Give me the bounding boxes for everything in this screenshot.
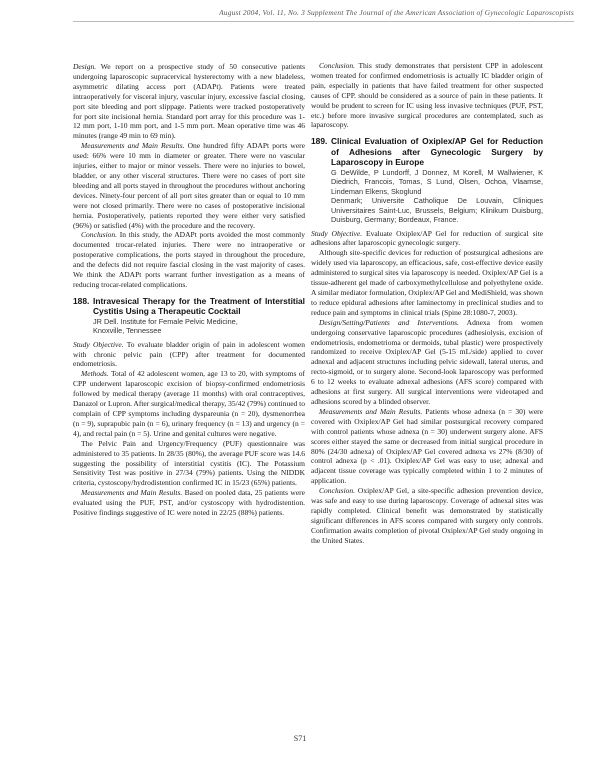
paragraph-text: This study demonstrates that persistent CPP in adolescent women treated for confirmed endometriosis is actually IC bladder origin of pain, especially in patients that have failed treatment for other suspected causes of CPP. should be considered as a source of pain in these patients. It would be prudent to screen for IC using less invasive techniques (PUF, PST, etc.) before more invasive surgical procedures are contemplated, such as laparoscopy. (311, 61, 543, 130)
body-paragraph (311, 318, 543, 407)
abstract-title-row (73, 296, 305, 317)
body-paragraph (73, 141, 305, 230)
body-paragraph (73, 230, 305, 289)
abstract-authors: JR Dell. Institute for Female Pelvic Medicine, (93, 316, 238, 326)
paragraph-text: Based on pooled data, 25 patients were evaluated using the PUF, PST, and/or cystoscopy with hydrodistention. Positive findings suggestive of IC were noted in 22/25 (88%) patients. (73, 488, 305, 518)
section-label: Conclusion. (81, 230, 118, 240)
paragraph-text: Total of 42 adolescent women, age 13 to 20, with symptoms of CPP underwent laparoscopic excision of biopsy-confirmed endometriosis followed by medical therapy (average 11 months) with oral contraceptives, Danazol or Lupron. After surgical/medical therapy, 35/42 (79%) continued to complain of CPP symptoms including dyspareunia (n = 20), dysmenorrhea (n = 9), suprapubic pain (n = 6), urinary frequency (n = 13) and urgency (n = 4), and rectal pain (n = 5). Urine and genital cultures were negative. (73, 369, 306, 438)
section-label: Methods. (81, 369, 109, 379)
body-paragraph (73, 439, 305, 489)
paragraph-text: Evaluate Oxiplex/AP Gel for reduction of surgical site adhesions after laparoscopic gynecologic surgery. (311, 228, 543, 248)
right-column (311, 61, 543, 546)
abstract-title: Clinical Evaluation of Oxiplex/AP Gel for Reduction of Adhesions after Gynecologic Surgery by Laparoscopy in Europe (331, 136, 543, 168)
section-label: Design. (73, 62, 97, 71)
body-paragraph (311, 407, 543, 486)
section-label: Study Objective. (73, 339, 124, 349)
section-label: Study Objective. (311, 228, 363, 238)
paragraph-text: We report on a prospective study of 50 consecutive patients undergoing laparoscopic supracervical hysterectomy with a new bladeless, asymmetric dilating access port (ADAPt). Patients were treated intraoperatively for visceral injury, vascular injury, excessive fascial closing, port site bleeding and port slippage. Patients were tracked postoperatively for port site incisional hernia. Standard port array for this procedure was 1-12 mm port, 1-10 mm port, and 1-5 mm port. Mean operative time was 46 minutes (range 49 min to 69 min). (73, 62, 306, 141)
section-label: Measurements and Main Results. (81, 488, 183, 498)
paragraph-text: Oxiplex/AP Gel, a site-specific adhesion prevention device, was safe and easy to use during laparoscopy. Coverage of adnexal sites was rapidly completed. Clinical benefit was demonstrated by statistically significant differences in AFS scores compared with surgery only controls. Confirmation awaits completion of pivotal Oxiplex/AP Gel study ongoing in the United States. (311, 486, 544, 545)
abstract-number: 189. (311, 136, 328, 147)
abstract-affiliation: Denmark; Universite Catholique De Louvain, Cliniques Universitaires Saint-Luc, Brussels, Belgium; Klinikum Duisburg, Duisburg, Germany; Bordeaux, France. (331, 196, 543, 225)
paragraph-text: In this study, the ADAPt ports avoided the most commonly documented trocar-related injuries. There were no intraoperative or postoperative complications, the ports stayed in throughout the procedure, and the defects did not require fascial closing in the vast majority of cases. We think the ADAPt ports warrant further investigation as a means of reducing trocar-related complications. (73, 230, 306, 289)
page-number: S71 (293, 734, 307, 743)
header-rule (73, 21, 574, 22)
running-head: August 2004, Vol. 11, No. 3 Supplement The Journal of the American Association of Gynecologic Laparoscopists (219, 8, 574, 17)
section-label: Measurements and Main Results. (81, 141, 185, 151)
abstract-189 (311, 136, 543, 224)
abstract-affiliation: Knoxville, Tennessee (93, 326, 162, 336)
left-column (73, 62, 305, 518)
body-paragraph (311, 61, 543, 130)
paragraph-text: Patients whose adnexa (n = 30) were covered with Oxiplex/AP Gel had similar postsurgical recovery compared with control patients whose adnexa (n = 30) underwent surgery alone. AFS scores either stayed the same or decreased from initial surgical procedure in 80% (24/30 adnexa) of Oxiplex/AP Gel covered adnexa vs 27% (8/30) of control adnexa (p < .01). Oxiplex/AP Gel was easy to use; adnexal and adjacent tissue coverage was typically completed within 1 to 2 minutes of application. (311, 406, 543, 486)
body-paragraph (73, 62, 305, 141)
section-label: Measurements and Main Results. (319, 406, 423, 416)
body-paragraph (73, 488, 305, 518)
body-paragraph (73, 340, 305, 370)
section-label: Conclusion. (319, 61, 356, 70)
body-paragraph (311, 486, 543, 545)
abstract-number: 188. (73, 295, 90, 306)
body-paragraph (73, 369, 305, 438)
body-paragraph (311, 248, 543, 317)
abstract-title-row (311, 136, 543, 167)
section-label: Conclusion. (319, 486, 356, 496)
abstract-188 (73, 296, 305, 336)
paragraph-text: To evaluate bladder origin of pain in adolescent women with chronic pelvic pain (CPP) after treatment for documented endometriosis. (73, 339, 306, 369)
paragraph-text: Although site-specific devices for reduction of postsurgical adhesions are widely used via laparoscopy, an efficacious, safe, cost-effective device easily administered to surgical sites via laparoscopy is needed. Oxiplex/AP Gel is a tissue-adherent gel made of carboxymethylcellulose and polyethylene oxide. A similar mediator formulation, Oxiplex/AP Gel and MediShield, was shown to reduce epidural adhesions after laminectomy in preclinical studies and to reduce pain and symptoms in clinical trials (Spine 28:1080-7, 2003). (311, 248, 543, 317)
paragraph-text: Adnexa from women undergoing conservative laparoscopic procedures (adhesiolysis, excision of endometriosis, endometrioma or dermoids, tubal plastic) were prospectively randomized to receive Oxiplex/AP Gel (5-15 mL/side) applied to cover adnexal and adjacent structures including pelvic sidewall, lateral uterus, and recto-sigmoid, or to surgery alone. Second-look laparoscopy was performed 6 to 12 weeks to evaluate adnexal adhesions (AFS score) compared with adhesions at first surgery. All surgical interventions were videotaped and adhesions scored by a blinded observer. (311, 317, 543, 406)
section-label: Design/Setting/Patients and Interventions. (319, 317, 459, 327)
body-paragraph (311, 229, 543, 249)
abstract-authors: G DeWilde, P Lundorff, J Donnez, M Korell, M Wallwiener, K Diedrich, Francois, Tomas, S Lund, Olsen, Ochoa, Vlaamse, Lindeman Elkens, Skoglund (331, 167, 543, 196)
abstract-title: Intravesical Therapy for the Treatment of Interstitial Cystitis Using a Therapeutic Cocktail (93, 295, 305, 317)
paragraph-text: The Pelvic Pain and Urgency/Frequency (PUF) questionnaire was administered to 35 patients. In 28/35 (80%), the average PUF score was 14.6 suggesting the possibility of interstitial cystitis (IC). The Potassium Sensitivity Test was positive in 27/34 (79%) patients. Using the NIDDK criteria, cystoscopy/hydrodistention confirmed IC in 15/23 (65%) patients. (73, 438, 305, 488)
paragraph-text: One hundred fifty ADAPt ports were used: 66% were 10 mm in diameter or greater. There were no vascular injuries, either to major or minor vessels. There were no injuries to bowel, bladder, or any other visceral structures. There were no cases of port site bleeding and all ports stayed in throughout the procedures without anchoring devices. Ninety-four percent of all port sites greater than or equal to 10 mm were not closed primarily. There were no cases of postoperative incisional hernia. Postoperatively, patients reported they were either very satisfied (96%) or satisfied (4%) with the procedure and the recovery. (73, 141, 305, 230)
